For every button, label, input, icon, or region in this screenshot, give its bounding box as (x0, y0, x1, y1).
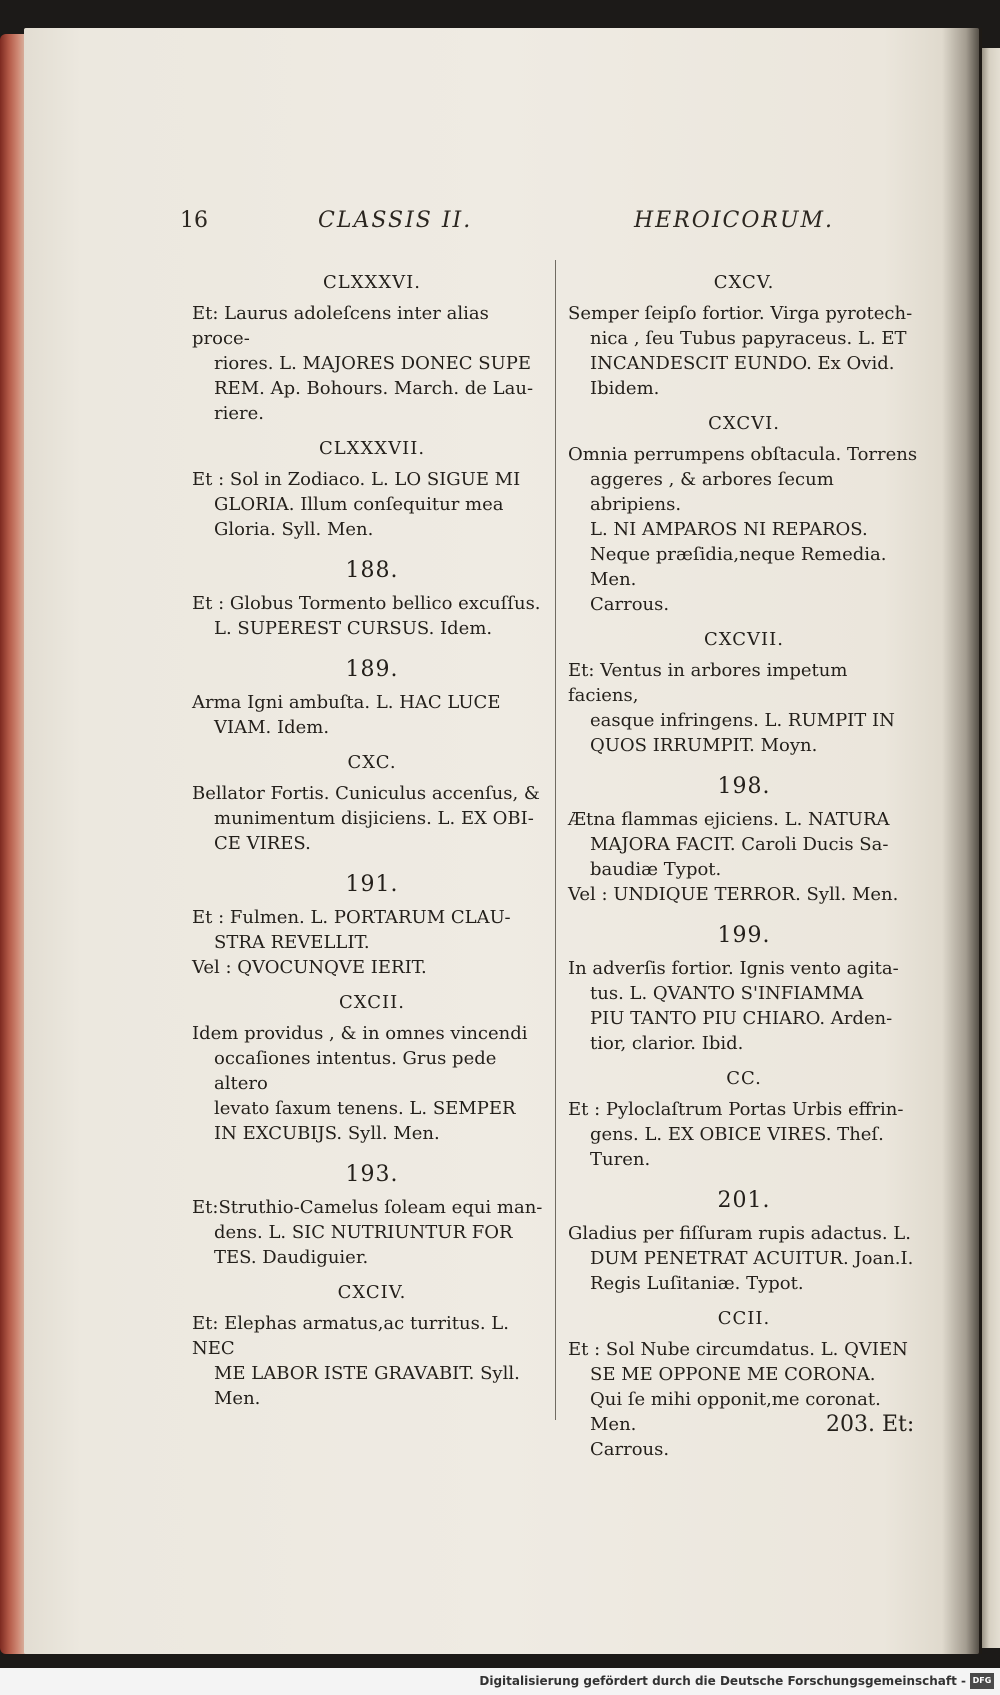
entry-line: Gladius per fiſſuram rupis adactus. L. (568, 1223, 911, 1244)
entry-line: REM. Ap. Bohours. March. de Lau- (214, 378, 534, 399)
entry-number: CXCIV. (337, 1282, 407, 1303)
emblem-entry (192, 955, 552, 980)
entry-line: Qui ſe mihi opponit,me coronat. Men. (590, 1389, 881, 1435)
catchword: 203. Et: (826, 1412, 915, 1437)
entry-line: GLORIA. Illum conſequitur mea (214, 494, 504, 515)
right-column (568, 260, 920, 1462)
entry-line: occaſiones intentus. Grus pede altero (214, 1048, 497, 1094)
entry-line: nica , ſeu Tubus papyraceus. L. ET (590, 328, 907, 349)
running-head-left: CLASSIS II. (318, 208, 473, 233)
entry-number: CLXXXVII. (318, 438, 426, 459)
entry-line: munimentum disjiciens. L. EX OBI- (214, 808, 534, 829)
entry-line: Bellator Fortis. Cuniculus accenſus, & (192, 783, 540, 804)
emblem-entry (192, 1311, 552, 1411)
entry-line: Turen. (590, 1149, 651, 1170)
entry-line: QUOS IRRUMPIT. Moyn. (590, 735, 818, 756)
entry-line: Ætna flammas ejiciens. L. NATURA (568, 809, 890, 830)
entry-line: Idem providus , & in omnes vincendi (192, 1023, 528, 1044)
entry-number: CXCVII. (704, 629, 784, 650)
entry-line: Vel : UNDIQUE TERROR. Syll. Men. (568, 884, 899, 905)
entry-number: CLXXXVI. (323, 272, 421, 293)
emblem-entry (568, 807, 920, 882)
entry-line: DUM PENETRAT ACUITUR. Joan.I. (590, 1248, 914, 1269)
footer-credit: Digitalisierung gefördert durch die Deutsche Forschungsgemeinschaft - (479, 1674, 966, 1688)
page-edge-red (0, 34, 26, 1654)
entry-number: CXC. (347, 752, 397, 773)
entry-number: CXCII. (339, 992, 405, 1013)
entry-line: tior, clarior. Ibid. (590, 1033, 744, 1054)
entry-line: In adverſis fortior. Ignis vento agita- (568, 958, 899, 979)
entry-number: 193. (345, 1162, 399, 1187)
emblem-entry (192, 1021, 552, 1146)
emblem-entry (192, 467, 552, 542)
emblem-entry (192, 690, 552, 740)
emblem-entry (568, 1337, 920, 1462)
entry-line: Men. (214, 1388, 261, 1409)
entry-number: 191. (345, 872, 399, 897)
entry-line: TES. Daudiguier. (214, 1247, 369, 1268)
entry-number: CXCVI. (708, 413, 780, 434)
entry-line: Et : Globus Tormento bellico excuſſus. (192, 593, 541, 614)
facing-page-edge (982, 48, 1000, 1648)
entry-line: Et: Elephas armatus,ac turritus. L. NEC (192, 1313, 509, 1359)
entry-line: Neque præſidia,neque Remedia. Men. (590, 544, 887, 590)
entry-line: Carrous. (590, 1439, 670, 1460)
entry-line: riere. (214, 403, 264, 424)
entry-number: CC. (726, 1068, 762, 1089)
entry-line: L. NI AMPAROS NI REPAROS. (590, 519, 868, 540)
entry-line: Gloria. Syll. Men. (214, 519, 374, 540)
entry-line: riores. L. MAJORES DONEC SUPE (214, 353, 532, 374)
emblem-entry (192, 301, 552, 426)
entry-number: CCII. (717, 1308, 771, 1329)
entry-line: dens. L. SIC NUTRIUNTUR FOR (214, 1222, 513, 1243)
entry-line: Omnia perrumpens obſtacula. Torrens (568, 444, 918, 465)
entry-line: Ibidem. (590, 378, 660, 399)
entry-line: Arma Igni ambuſta. L. HAC LUCE (192, 692, 501, 713)
entry-line: INCANDESCIT EUNDO. Ex Ovid. (590, 353, 895, 374)
entry-line: Et : Sol in Zodiaco. L. LO SIGUE MI (192, 469, 521, 490)
entry-line: Semper ſeipſo fortior. Virga pyrotech- (568, 303, 913, 324)
entry-line: PIU TANTO PIU CHIARO. Arden- (590, 1008, 893, 1029)
entry-line: aggeres , & arbores ſecum abripiens. (590, 469, 834, 515)
emblem-entry (192, 591, 552, 641)
entry-number: 189. (345, 657, 399, 682)
entry-line: MAJORA FACIT. Caroli Ducis Sa- (590, 834, 889, 855)
column-divider (555, 260, 556, 1420)
entry-line: Et:Struthio-Camelus ſoleam equi man- (192, 1197, 543, 1218)
running-head-right: HEROICORUM. (634, 208, 835, 233)
entry-line: gens. L. EX OBICE VIRES. Theſ. (590, 1124, 884, 1145)
entry-line: L. SUPEREST CURSUS. Idem. (214, 618, 493, 639)
entry-number: CXCV. (713, 272, 775, 293)
entry-line: Et : Sol Nube circumdatus. L. QVIEN (568, 1339, 908, 1360)
entry-line: levato ſaxum tenens. L. SEMPER (214, 1098, 516, 1119)
emblem-entry (192, 905, 552, 955)
entry-line: tus. L. QVANTO S'INFIAMMA (590, 983, 864, 1004)
entry-line: IN EXCUBIJS. Syll. Men. (214, 1123, 440, 1144)
dfg-logo: DFG (970, 1673, 994, 1689)
emblem-entry (568, 1097, 920, 1172)
emblem-entry (192, 1195, 552, 1270)
emblem-entry (568, 442, 920, 617)
book-spread (0, 28, 1000, 1658)
entry-line: Et: Laurus adoleſcens inter alias proce- (192, 303, 489, 349)
left-column (192, 260, 552, 1411)
entry-number: 199. (717, 923, 771, 948)
entry-line: Et : Pyloclaſtrum Portas Urbis effrin- (568, 1099, 904, 1120)
entry-line: ME LABOR ISTE GRAVABIT. Syll. (214, 1363, 520, 1384)
emblem-entry (568, 301, 920, 401)
entry-line: Et : Fulmen. L. PORTARUM CLAU- (192, 907, 511, 928)
entry-line: easque infringens. L. RUMPIT IN (590, 710, 895, 731)
page-number: 16 (180, 208, 208, 233)
emblem-entry (568, 956, 920, 1056)
emblem-entry (568, 658, 920, 758)
entry-line: VIAM. Idem. (214, 717, 330, 738)
emblem-entry (568, 1221, 920, 1296)
footer-bar (0, 1668, 1000, 1695)
entry-number: 201. (717, 1188, 771, 1213)
entry-line: Regis Luſitaniæ. Typot. (590, 1273, 804, 1294)
entry-line: Vel : QVOCUNQVE IERIT. (192, 957, 427, 978)
entry-line: STRA REVELLIT. (214, 932, 370, 953)
emblem-entry (192, 781, 552, 856)
emblem-entry (568, 882, 920, 907)
entry-line: SE ME OPPONE ME CORONA. (590, 1364, 876, 1385)
entry-number: 198. (717, 774, 771, 799)
entry-line: Et: Ventus in arbores impetum faciens, (568, 660, 848, 706)
gutter-shadow (942, 28, 982, 1654)
entry-line: baudiæ Typot. (590, 859, 722, 880)
entry-line: CE VIRES. (214, 833, 311, 854)
entry-line: Carrous. (590, 594, 670, 615)
entry-number: 188. (345, 558, 399, 583)
